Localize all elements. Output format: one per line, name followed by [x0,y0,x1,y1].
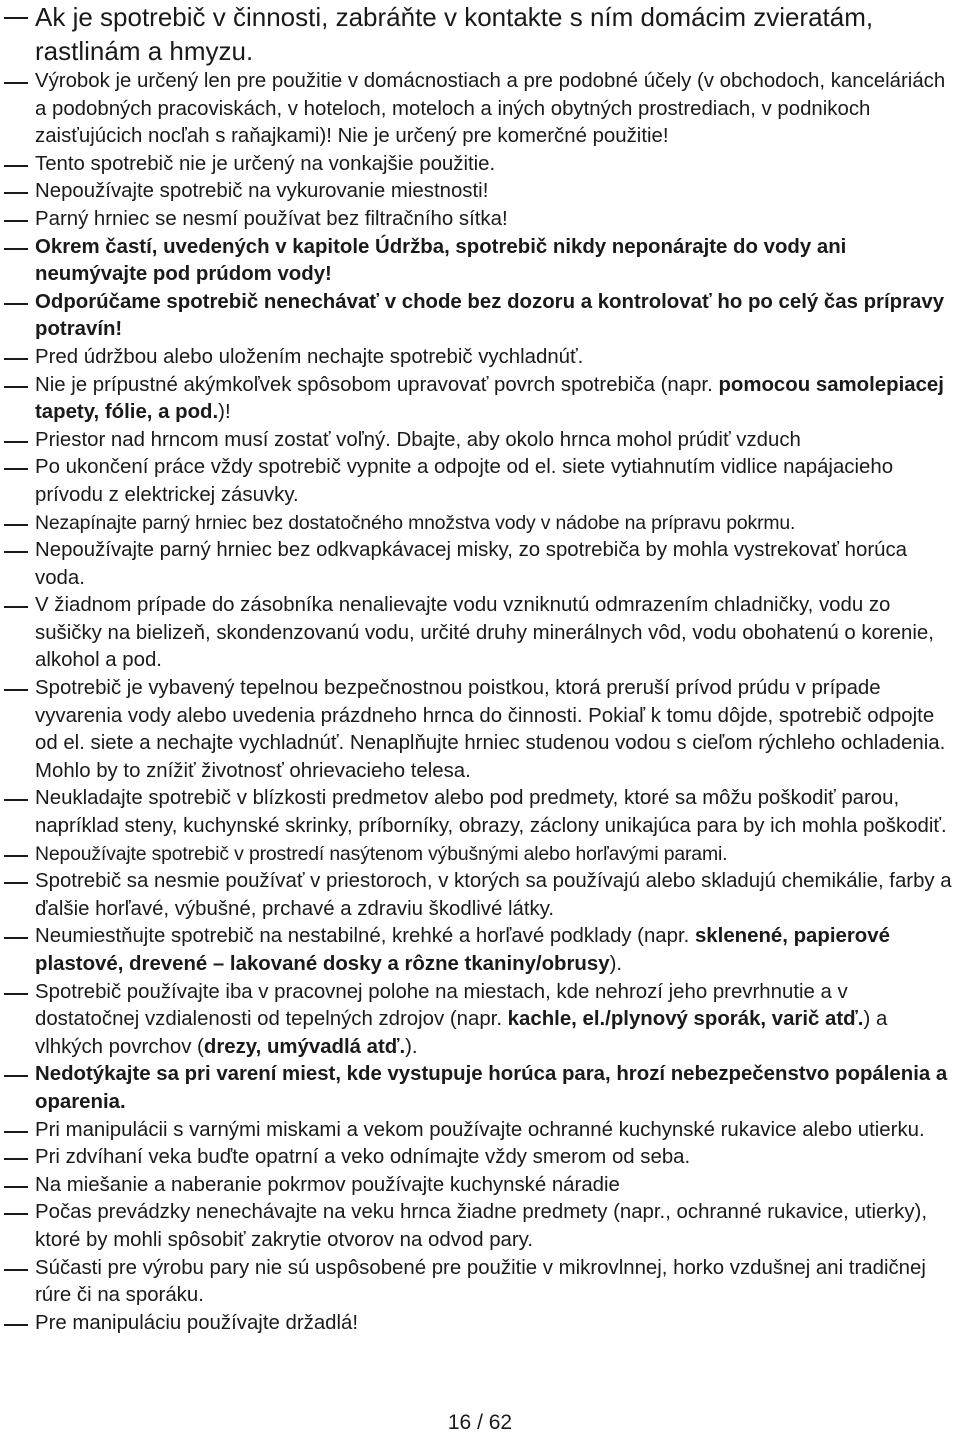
dash-bullet-icon [4,192,28,194]
dash-bullet-icon [4,17,28,19]
item-text: Parný hrniec se nesmí používat bez filtračního sítka! [35,207,508,230]
dash-bullet-icon [4,1269,28,1271]
list-item [4,785,956,840]
item-text: Po ukončení práce vždy spotrebič vypnite a odpojte od el. siete vytiahnutím vidlice napájacieho prívodu z elektrickej zásuvky. [35,456,894,506]
item-text: Tento spotrebič nie je určený na vonkajšie použitie. [35,152,496,175]
list-item [4,1172,956,1200]
item-text: Nepoužívajte spotrebič na vykurovanie miestnosti! [35,180,489,203]
list-item [4,841,956,869]
item-text: Nie je prípustné akýmkoľvek spôsobom upravovať povrch spotrebiča (napr. [35,373,719,396]
item-text: Na miešanie a naberanie pokrmov používajte kuchynské náradie [35,1173,620,1196]
dash-bullet-icon [4,1131,28,1133]
dash-bullet-icon [4,1158,28,1160]
item-text: Pre manipuláciu používajte držadlá! [35,1311,359,1334]
list-item [4,675,956,785]
dash-bullet-icon [4,993,28,995]
dash-bullet-icon [4,524,28,526]
item-text: Spotrebič je vybavený tepelnou bezpečnostnou poistkou, ktorá preruší prívod prúdu v prípade vyvarenia vody alebo uvedenia prázdneho hrnca do činnosti. Pokiaľ k tomu dôjde, spotrebič odpojte od el. siete a nechajte vychladnúť. Nenaplňujte hrniec studenou vodou s cieľom rýchleho ochladenia. Mohlo by to znížiť životnosť ohrievacieho telesa. [35,677,946,782]
item-text: Výrobok je určený len pre použitie v domácnostiach a pre podobné účely (v obchodoch, kanceláriách a podobných pracoviskách, v hoteloch, moteloch a iných obytných prostrediach, v podnikoch zaisťujúcich nocľah s raňajkami)! Nie je určený pre komerčné použitie! [35,70,946,148]
item-text: Neumiestňujte spotrebič na nestabilné, krehké a horľavé podklady (napr. [35,925,695,948]
list-item [4,454,956,509]
list-item [4,592,956,675]
list-item [4,234,956,289]
dash-bullet-icon [4,220,28,222]
list-item [4,1144,956,1172]
dash-bullet-icon [4,689,28,691]
bold-text: sklenené, papierové plastové, drevené – lakované dosky a rôzne tkaniny/obrusy [35,925,890,975]
list-item [4,1199,956,1254]
bold-text: kachle, el./plynový sporák, varič atď. [507,1008,864,1031]
item-text: Počas prevádzky nenechávajte na veku hrnca žiadne predmety (napr., ochranné rukavice, utierky), ktoré by mohli spôsobiť zakrytie otvorov na odvod pary. [35,1201,928,1251]
item-text: Pred údržbou alebo uložením nechajte spotrebič vychladnúť. [35,345,584,368]
list-item [4,344,956,372]
list-item [4,510,956,538]
item-text: V žiadnom prípade do zásobníka nenalievajte vodu vzniknutú odmrazením chladničky, vodu zo sušičky na bielizeň, skondenzovanú vodu, určité druhy minerálnych vôd, vodu obohatenú o korenie, alkohol a pod. [35,594,934,672]
item-text: Nepoužívajte spotrebič v prostredí nasýtenom výbušnými alebo horľavými parami. [35,842,728,865]
list-item [4,1061,956,1116]
dash-bullet-icon [4,248,28,250]
dash-bullet-icon [4,82,28,84]
list-item [4,427,956,455]
dash-bullet-icon [4,303,28,305]
item-text: ). [405,1035,418,1058]
dash-bullet-icon [4,1213,28,1215]
item-text: Pri zdvíhaní veka buďte opatrní a veko odnímajte vždy smerom od seba. [35,1146,691,1169]
dash-bullet-icon [4,468,28,470]
item-text: ) a vlhkých povrchov ( [35,1008,888,1058]
list-item [4,868,956,923]
dash-bullet-icon [4,882,28,884]
dash-bullet-icon [4,165,28,167]
dash-bullet-icon [4,799,28,801]
dash-bullet-icon [4,1075,28,1077]
item-text: Spotrebič sa nesmie používať v priestoroch, v ktorých sa používajú alebo skladujú chemikálie, farby a ďalšie horľavé, výbušné, prchavé a zdraviu škodlivé látky. [35,870,952,920]
list-item [4,151,956,179]
page-number: 16 / 62 [447,1411,513,1434]
bold-text: drezy, umývadlá atď. [203,1035,406,1058]
list-item [4,178,956,206]
list-item [4,0,956,68]
list-item [4,923,956,978]
list-item [4,537,956,592]
dash-bullet-icon [4,358,28,360]
dash-bullet-icon [4,441,28,443]
dash-bullet-icon [4,606,28,608]
item-text: Nepoužívajte parný hrniec bez odkvapkávacej misky, zo spotrebiča by mohla vystrekovať horúca voda. [35,539,908,589]
dash-bullet-icon [4,937,28,939]
item-text: Pri manipulácii s varnými miskami a vekom používajte ochranné kuchynské rukavice alebo utierku. [35,1118,925,1141]
item-text: Súčasti pre výrobu pary nie sú uspôsobené pre použitie v mikrovlnnej, horko vzdušnej ani tradičnej rúre či na sporáku. [35,1256,926,1307]
dash-bullet-icon [4,551,28,553]
list-item [4,372,956,427]
item-text: Nezapínajte parný hrniec bez dostatočného množstva vody v nádobe na prípravu pokrmu. [35,511,796,534]
dash-bullet-icon [4,1324,28,1326]
list-item [4,289,956,344]
list-item [4,1255,956,1310]
dash-bullet-icon [4,1186,28,1188]
item-text: Ak je spotrebič v činnosti, zabráňte v kontakte s ním domácim zvieratám, rastlinám a hmyzu. [35,2,874,66]
dash-bullet-icon [4,855,28,857]
item-text: Neukladajte spotrebič v blízkosti predmetov alebo pod predmety, ktoré sa môžu poškodiť parou, napríklad steny, kuchynské skrinky, príborníky, obrazy, záclony unikajúca para by ich mohla poškodiť. [35,787,947,838]
item-text: )! [218,401,231,424]
list-item [4,68,956,151]
list-item [4,979,956,1062]
list-item [4,1117,956,1145]
safety-instructions-list [4,0,956,1337]
item-text: ). [609,953,623,975]
bold-text: pomocou samolepiacej tapety, fólie, a pod. [35,373,944,424]
bold-text: Nedotýkajte sa pri varení miest, kde vystupuje horúca para, hrozí nebezpečenstvo popálenia a oparenia. [35,1063,948,1113]
list-item [4,1310,956,1338]
bold-text: Odporúčame spotrebič nenechávať v chode bez dozoru a kontrolovať ho po celý čas prípravy potravín! [35,290,945,341]
dash-bullet-icon [4,386,28,388]
list-item [4,206,956,234]
bold-text: Okrem častí, uvedených v kapitole Údržba, spotrebič nikdy neponárajte do vody ani neumývajte pod prúdom vody! [35,235,847,286]
item-text: Priestor nad hrncom musí zostať voľný. Dbajte, aby okolo hrnca mohol prúdiť vzduch [35,428,801,451]
item-text: Spotrebič používajte iba v pracovnej polohe na miestach, kde nehrozí jeho prevrhnutie a v dostatočnej vzdialenosti od tepelných zdrojov (napr. [35,980,848,1031]
